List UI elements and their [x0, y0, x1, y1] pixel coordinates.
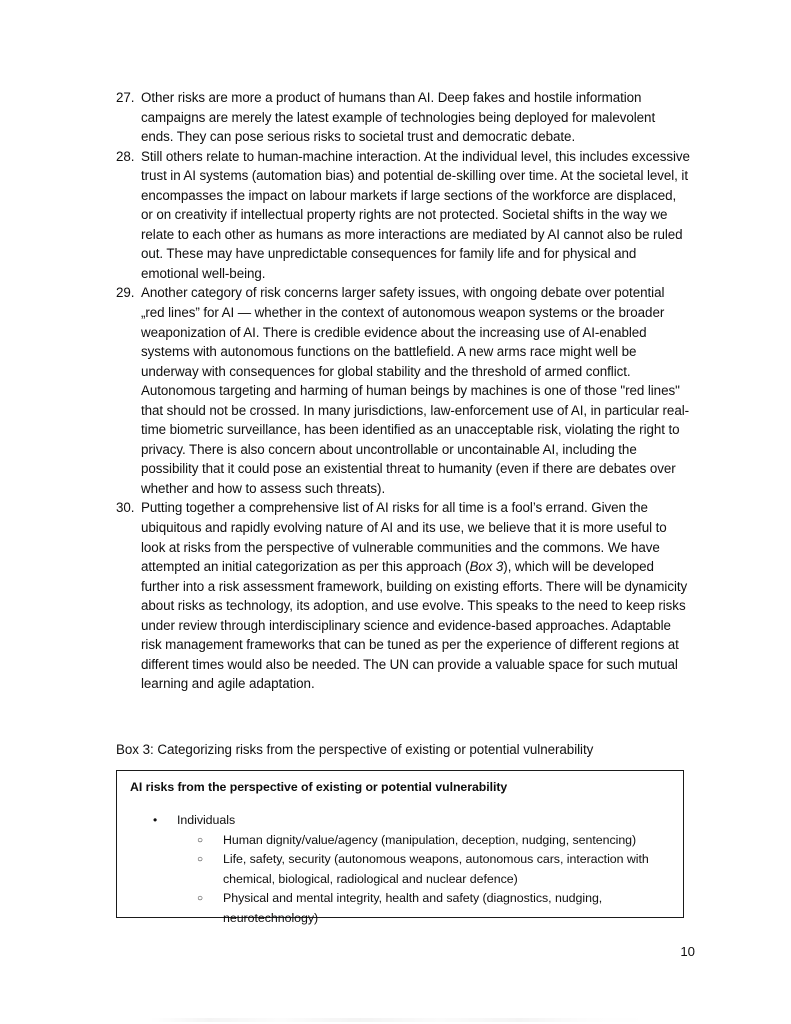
- risk-box-list: [117, 811, 683, 929]
- risk-box: [116, 770, 684, 925]
- risk-box-sub-list: [177, 831, 683, 929]
- paragraph-28: [116, 147, 691, 284]
- list-item: [177, 889, 683, 928]
- page-number: 10: [680, 944, 695, 959]
- document-body: [116, 88, 691, 694]
- paragraph-30: [116, 498, 691, 693]
- list-item-label: Individuals: [177, 813, 236, 827]
- list-item: [177, 850, 683, 889]
- paragraph-number-27: 27.: [116, 90, 135, 105]
- paragraph-number-29: 29.: [116, 285, 135, 301]
- bullet-icon: •: [153, 813, 158, 827]
- box-caption: Box 3: Categorizing risks from the perspective of existing or potential vulnerability: [116, 742, 594, 757]
- paragraph-30-text-before-italic: Putting together a comprehensive list of AI risks for all time is a fool’s errand. Given the ubiquitous and rapidly evolving nature of AI and its use, we believe that it is more useful to look at risks from the perspective of vulnerable communities and the commons. We have attempted an initial categorization as per this approach (: [141, 500, 667, 575]
- paragraph-29: [116, 283, 691, 498]
- list-item-label: Physical and mental integrity, health and safety (diagnostics, nudging, neurotechnology): [223, 891, 603, 925]
- paragraph-text-27: Other risks are more a product of humans than AI. Deep fakes and hostile information campaigns are merely the latest example of technologies being deployed for malevolent ends. They can pose serious risks to societal trust and democratic debate.: [141, 90, 656, 145]
- paragraph-30-text-after-italic: ), which will be developed further into a risk assessment framework, building on existing efforts. There will be dynamicity about risks as technology, its adoption, and use evolve. This speaks to the need to keep risks under review through interdisciplinary science and evidence-based approaches. Adaptable risk management frameworks that can be tuned as per the experience of different regions at different times would also be needed. The UN can provide a valuable space for such mutual learning and agile adaptation.: [141, 559, 688, 692]
- paragraph-27: [116, 88, 691, 147]
- paragraph-text-28: Still others relate to human-machine interaction. At the individual level, this includes excessive trust in AI systems (automation bias) and potential de-skilling over time. At the societal level, it encompasses the impact on labour markets if large sections of the workforce are displaced, or on creativity if intellectual property rights are not protected. Societal shifts in the way we relate to each other as humans as more interactions are mediated by AI cannot also be ruled out. These may have unpredictable consequences for family life and for physical and emotional well-being.: [141, 148, 690, 281]
- scan-artifact: [150, 1018, 650, 1022]
- paragraph-30-box-reference: Box 3: [469, 559, 504, 575]
- list-item-label: Life, safety, security (autonomous weapons, autonomous cars, interaction with chemical, biological, radiological and nuclear defence): [223, 852, 649, 886]
- hollow-bullet-icon: ○: [197, 893, 204, 905]
- paragraph-text-29: Another category of risk concerns larger safety issues, with ongoing debate over potential „red lines” for AI — whether in the context of autonomous weapon systems or the broader weaponization of AI. There is credible evidence about the increasing use of AI-enabled systems with autonomous functions on the battlefield. A new arms race might well be underway with consequences for global stability and the threshold of armed conflict. Autonomous targeting and harming of human beings by machines is one of those "red lines" that should not be crossed. In many jurisdictions, law-enforcement use of AI, in particular real-time biometric surveillance, has been identified as an unacceptable risk, violating the right to privacy. There is also concern about uncontrollable or uncontainable AI, including the possibility that it could pose an existential threat to humanity (even if there are debates over whether and how to assess such threats).: [141, 285, 690, 496]
- list-item: [177, 831, 683, 851]
- numbered-paragraph-list: [116, 88, 691, 694]
- paragraph-number-30: 30.: [116, 500, 135, 516]
- paragraph-number-28: 28.: [116, 148, 135, 164]
- paragraph-text-30: [141, 498, 691, 693]
- list-item-individuals: [117, 811, 683, 929]
- hollow-bullet-icon: ○: [197, 854, 204, 866]
- hollow-bullet-icon: ○: [197, 834, 204, 846]
- risk-box-title: AI risks from the perspective of existing or potential vulnerability: [130, 780, 508, 794]
- list-item-label: Human dignity/value/agency (manipulation, deception, nudging, sentencing): [223, 832, 637, 847]
